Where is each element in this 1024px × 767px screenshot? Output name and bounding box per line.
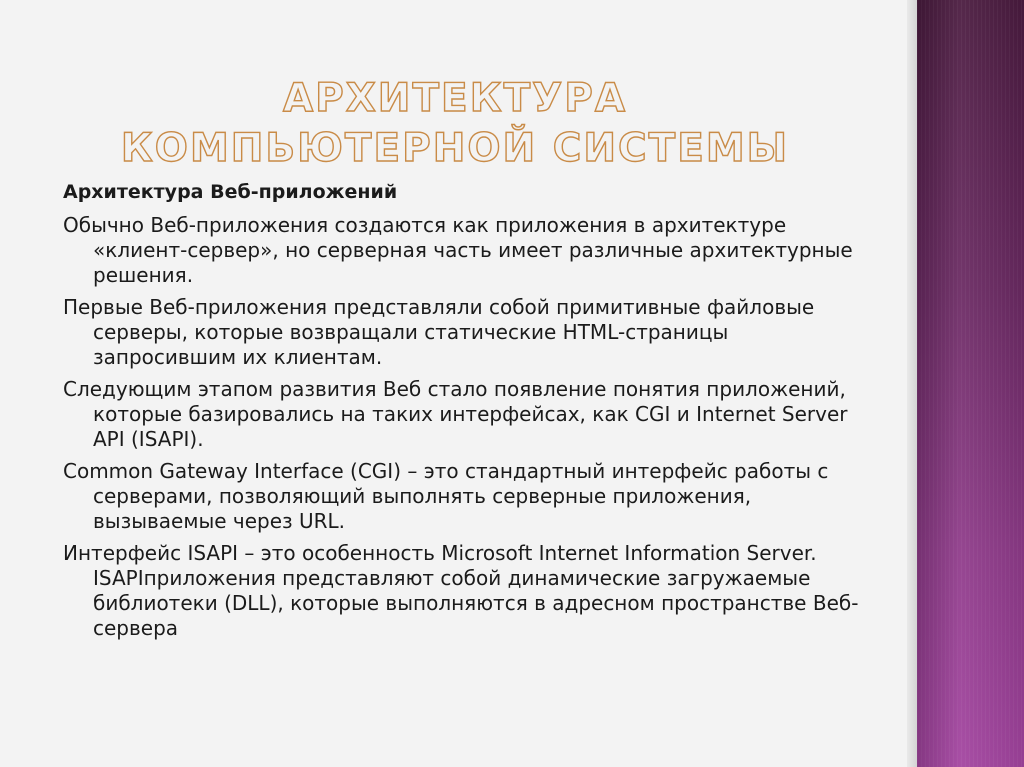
slide-title: АРХИТЕКТУРА КОМПЬЮТЕРНОЙ СИСТЕМЫ xyxy=(120,76,790,171)
paragraph: Следующим этапом развития Веб стало появление понятия приложений, которые базировались на таких интерфейсах, как CGI и Internet Server API (ISAPI). xyxy=(63,377,848,451)
section-heading: Архитектура Веб-приложений xyxy=(63,181,398,203)
slide-body xyxy=(63,180,863,648)
paragraph: Common Gateway Interface (CGI) – это стандартный интерфейс работы с серверами, позволяющий выполнять серверные приложения, вызываемые через URL. xyxy=(63,459,829,533)
page-edge-shadow xyxy=(907,0,917,767)
paragraph: Первые Веб-приложения представляли собой примитивные файловые серверы, которые возвращали статические HTML-страницы запросившим их клиентам. xyxy=(63,295,815,369)
decorative-side-band xyxy=(917,0,1024,767)
paragraph: Обычно Веб-приложения создаются как приложения в архитектуре «клиент-сервер», но серверная часть имеет различные архитектурные решения. xyxy=(63,213,853,287)
paragraph: Интерфейс ISAPI – это особенность Microsoft Internet Information Server. ISAPIприложения представляют собой динамические загружаемые библиотеки (DLL), которые выполняются в адресном пространстве Веб-сервера xyxy=(63,541,859,640)
band-sheen xyxy=(917,0,1024,767)
